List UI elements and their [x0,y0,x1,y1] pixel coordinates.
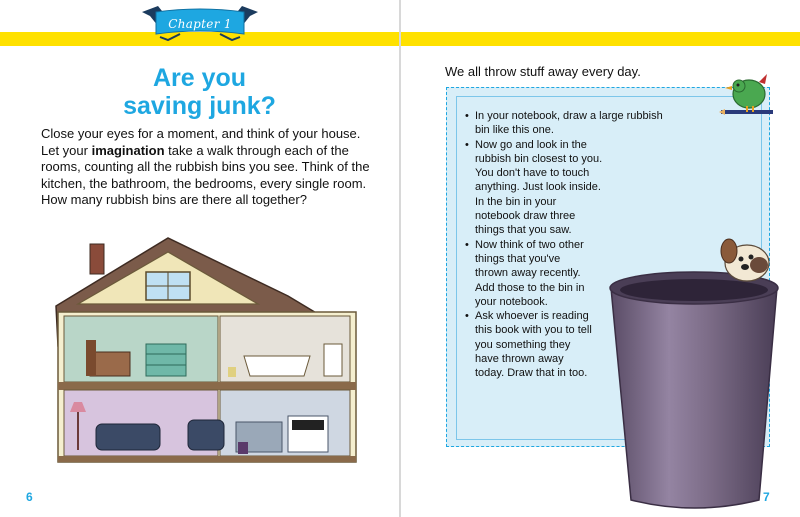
bullet-item: • Ask whoever is reading this book with you to tell you something they have thrown away today. Draw that in too. [465,309,593,380]
left-page [0,0,399,517]
right-page [401,0,800,517]
intro-paragraph: Close your eyes for a moment, and think of your house. Let your imagination take a walk through each of the rooms, counting all the rubbish bins you see. Think of the kitchen, the bathroom, the bedrooms, every single room. How many rubbish bins are there all together? [41,126,370,208]
house-cutaway-illustration [38,226,362,466]
chapter-banner [140,4,260,44]
rubbish-bin-illustration [607,268,782,513]
title-line-2: saving junk? [123,92,276,120]
activity-panel [446,87,770,447]
bullet-item: • Now think of two other things that you've thrown away recently. Add those to the bin in your notebook. [465,238,593,309]
keyword-imagination: imagination [91,142,165,158]
page-number-left: 6 [26,490,33,504]
yellow-header-bar-right [401,32,800,46]
lead-sentence: We all throw stuff away every day. [445,64,641,79]
page-title [0,64,399,120]
bullet-item: • Now go and look in the rubbish bin closest to you. You don't have to touch anything. Just look inside. In the bin in your notebook draw three things that you saw. [465,138,603,238]
page-number-right: 7 [763,490,770,504]
chapter-label: Chapter 1 [168,17,232,31]
title-line-1: Are you [152,64,247,92]
bullet-item: • In your notebook, draw a large rubbish bin like this one. [465,109,675,138]
bird-on-pencil-icon [719,66,775,122]
dog-peeking-icon [717,235,775,283]
